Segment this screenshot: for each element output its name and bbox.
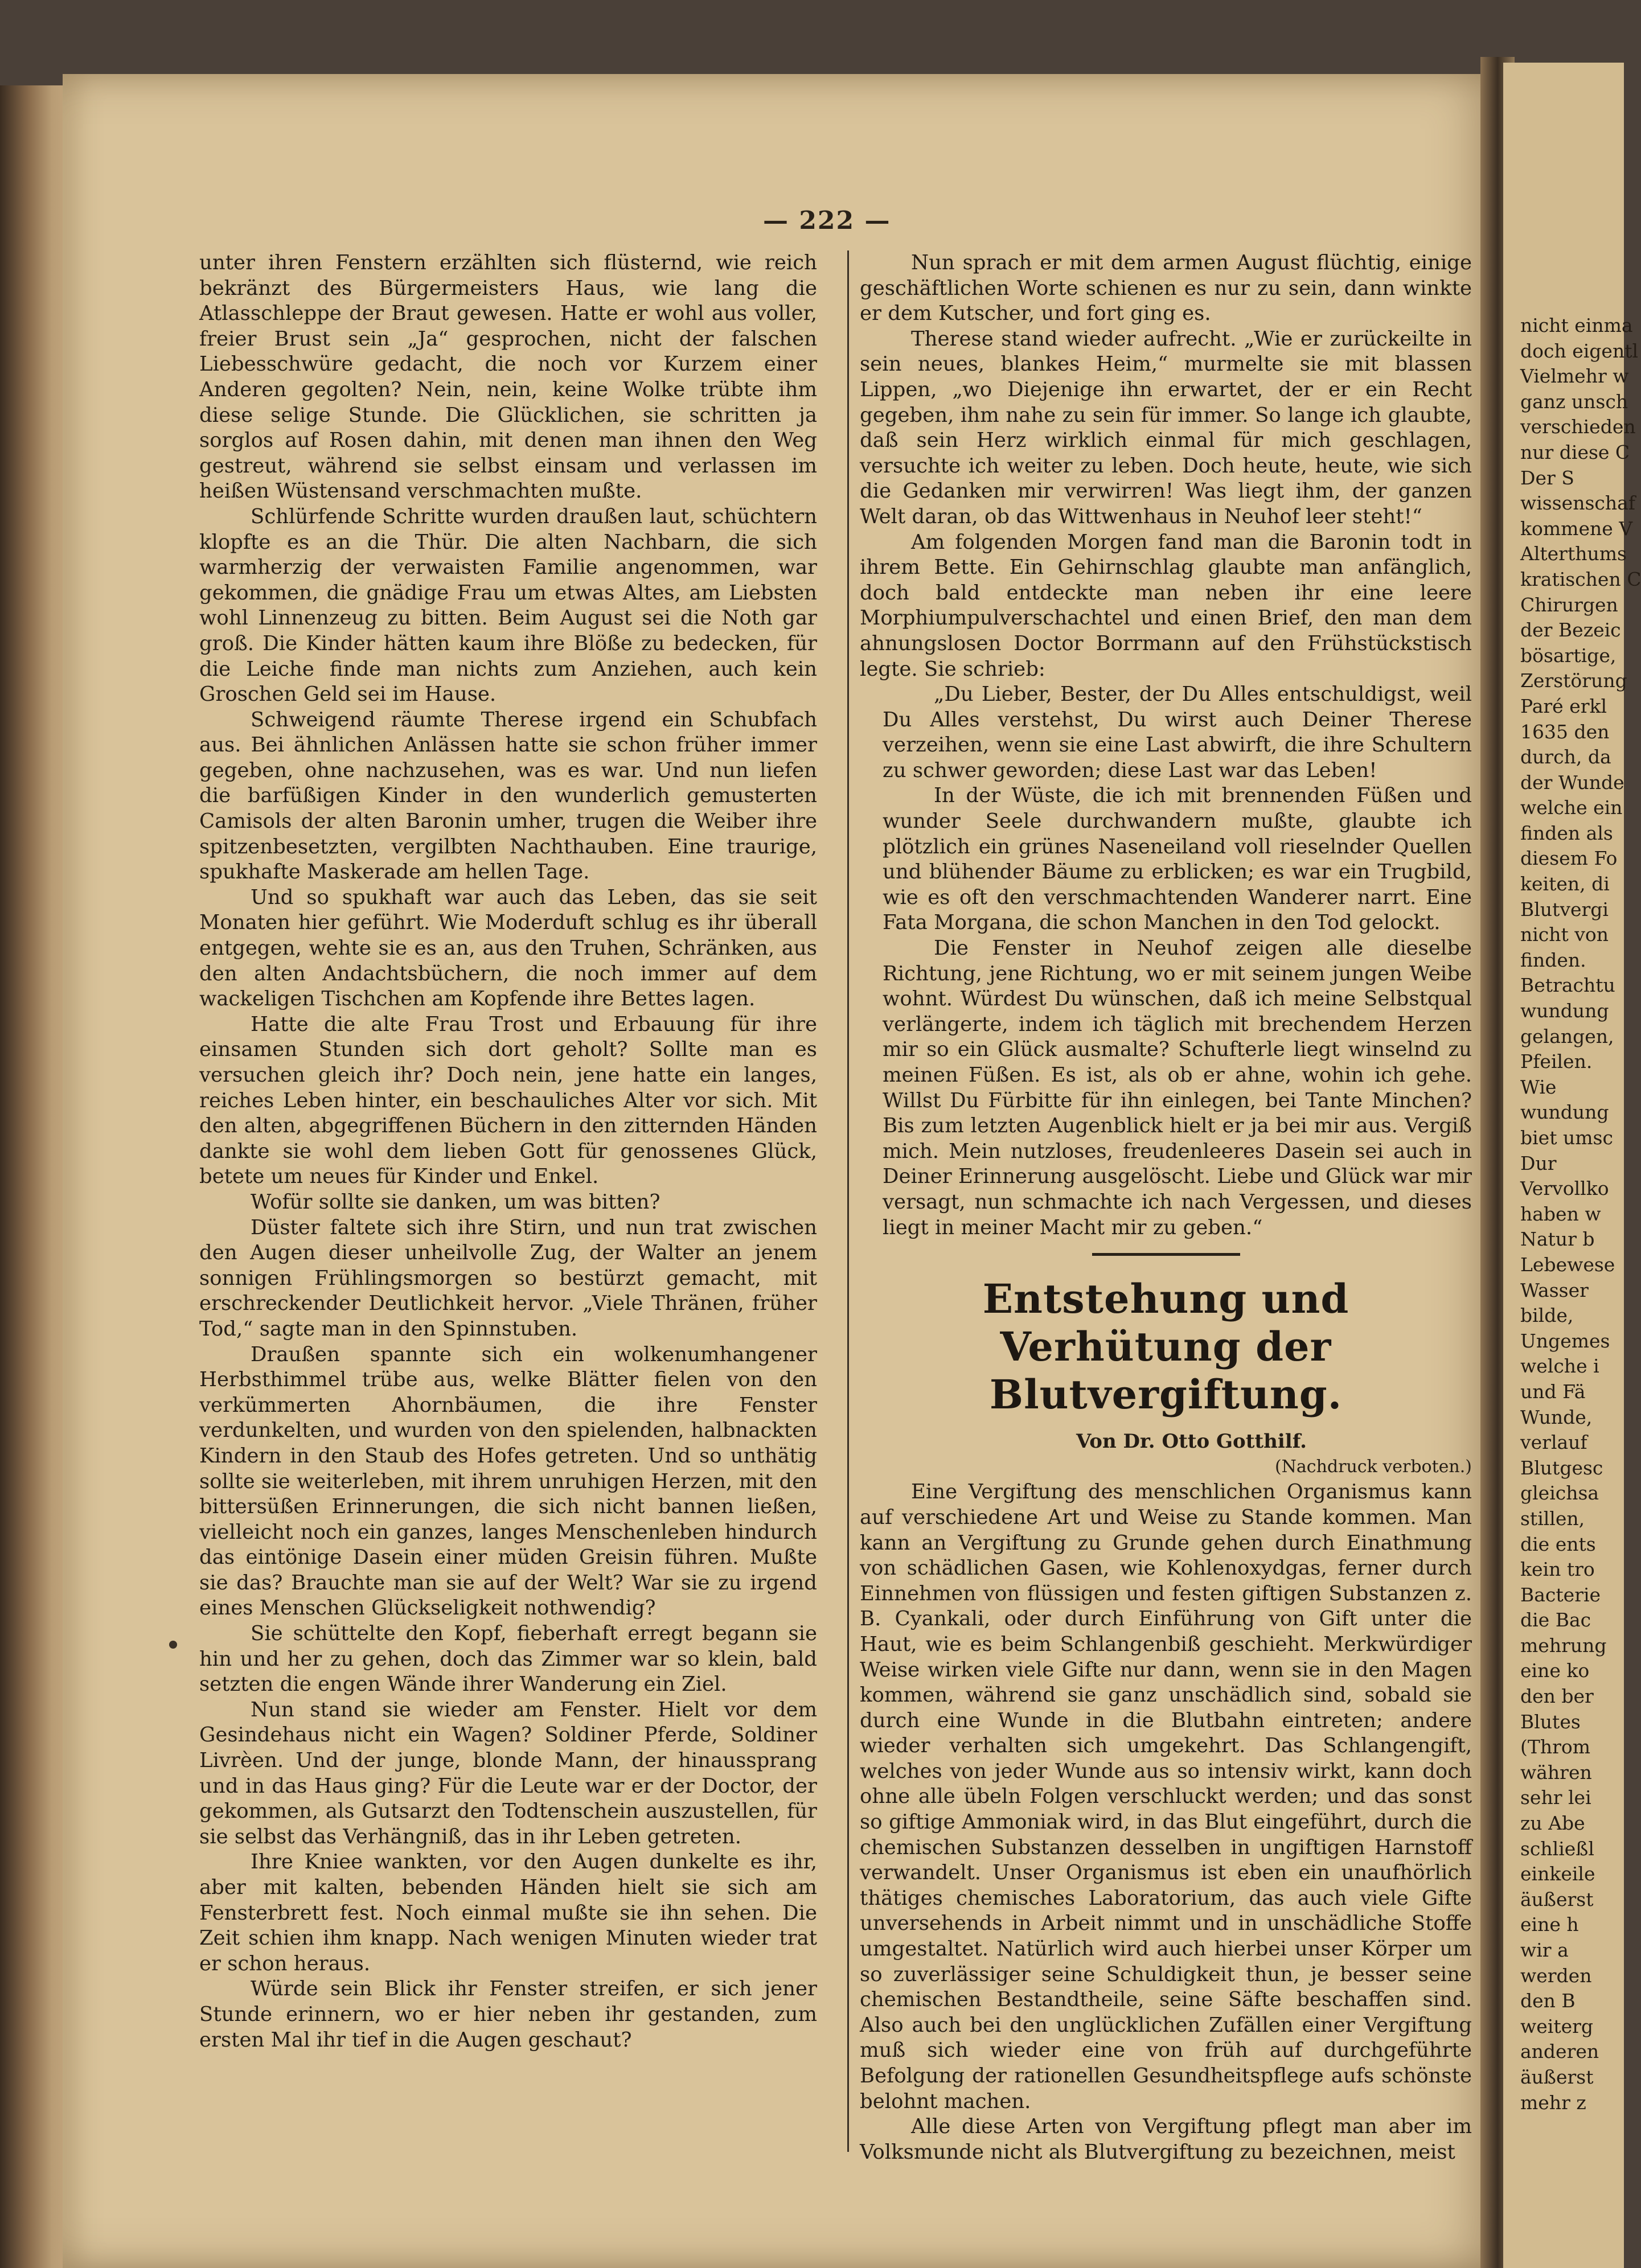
adjacent-page-text (1503, 313, 1641, 2115)
fragment-line: äußerst (1520, 2065, 1594, 2088)
fragment-line: gleichsa (1520, 1482, 1599, 1505)
fragment-line: nur diese C (1520, 441, 1630, 463)
fragment-line: 1635 den (1520, 720, 1610, 743)
fragment-line: Vervollko (1520, 1177, 1609, 1200)
fragment-line: anderen (1520, 2040, 1599, 2063)
fragment-line: Ungemes (1520, 1329, 1610, 1352)
fragment-line: Der S (1520, 466, 1574, 489)
fragment-line: Wie (1520, 1075, 1557, 1098)
fragment-line: und Fä (1520, 1380, 1586, 1403)
fragment-line: der Wunde (1520, 771, 1624, 794)
fragment-line: währen (1520, 1761, 1592, 1784)
fragment-line: den ber (1520, 1685, 1594, 1708)
letter-paragraph: Die Fenster in Neuhof zeigen alle dieselbe Richtung, jene Richtung, wo er mit seinem jungen Weibe wohnt. Würdest Du wünschen, daß ich meine Selbstqual verlängerte, indem ich täglich mit brechendem Herzen mir so ein Glück ausmalte? Schufterle liegt winselnd zu meinen Füßen. Es ist, als ob er ahne, wohin ich gehe. Willst Du Fürbitte für ihn einlegen, bei Tante Minchen? Bis zum letzten Augenblick hielt er ja bei mir aus. Vergiß mich. Mein nutzloses, freudenleeres Dasein sei auch in Deiner Erinnerung ausgelöscht. Liebe und Glück war mir versagt, nun schmachte ich nach Vergessen, und dieses liegt in meiner Macht mir zu geben.“ (883, 936, 1472, 1239)
fragment-line: durch, da (1520, 746, 1611, 769)
letter-paragraph: In der Wüste, die ich mit brennenden Füßen und wunder Seele durchwandern mußte, glaubte ich plötzlich ein grünes Naseneiland voll rieselnder Quellen und blühender Bäume zu erblicken; es war ein Trugbild, wie es oft den verschmachtenden Wanderer narrt. Eine Fata Morgana, die schon Manchen in den Tod gelockt. (883, 784, 1472, 935)
fragment-line: Bacterie (1520, 1583, 1601, 1606)
fragment-line: biet umsc (1520, 1127, 1613, 1149)
fragment-line: äußerst (1520, 1888, 1594, 1910)
fragment-line: Lebewese (1520, 1253, 1615, 1276)
fragment-line: nicht einma (1520, 314, 1633, 336)
fragment-line: finden. (1520, 948, 1586, 971)
fragment-line: kein tro (1520, 1558, 1595, 1581)
letter-text (883, 682, 1472, 1240)
fragment-line: Blutvergi (1520, 898, 1609, 921)
fragment-line: Blutgesc (1520, 1456, 1603, 1479)
fragment-line: wundung (1520, 1000, 1609, 1022)
fragment-line: Blutes (1520, 1710, 1581, 1733)
fragment-line: Betrachtu (1520, 974, 1615, 997)
paragraph: Nun sprach er mit dem armen August flüchtig, einige geschäftlichen Worte schienen es nur zu sein, dann winkte er dem Kutscher, und fort ging es. (860, 251, 1472, 326)
paragraph: Schlürfende Schritte wurden draußen laut, schüchtern klopfte es an die Thür. Die alten Nachbarn, die sich warmherzig der verwaisten Familie angenommen, war gekommen, die gnädige Frau um etwas Altes, am Liebsten wohl Linnenzeug zu bitten. Beim August sei die Noth gar groß. Die Kinder hätten kaum ihre Blöße zu bedecken, für die Leiche finde man nichts zum Anziehen, auch kein Groschen Geld sei im Hause. (199, 504, 817, 706)
fragment-line: mehr z (1520, 2091, 1586, 2114)
fragment-line: werden (1520, 1964, 1592, 1987)
paragraph: Hatte die alte Frau Trost und Erbauung für ihre einsamen Stunden sich dort geholt? Sollte man es versuchen gleich ihr? Doch nein, jene hatte ein langes, reiches Leben hinter, ein beschauliches Alter vor sich. Mit den alten, abgegriffenen Büchern in den zitternden Händen dankte sie wohl dem lieben Gott für genossenes Glück, betete um neues für Kinder und Enkel. (199, 1012, 817, 1189)
paragraph: Und so spukhaft war auch das Leben, das sie seit Monaten hier geführt. Wie Moderduft schlug es ihr überall entgegen, wehte sie es an, aus den Truhen, Schränken, aus den alten Andachtsbüchern, die noch immer auf dem wackeligen Tischchen am Kopfende ihre Bettes lagen. (199, 885, 817, 1011)
article-paragraph: Eine Vergiftung des menschlichen Organismus kann auf verschiedene Art und Weise zu Stande kommen. Man kann an Vergiftung zu Grunde gehen durch Einathmung von schädlichen Gasen, wie Kohlenoxydgas, ferner durch Einnehmen von flüssigen und festen giftigen Substanzen z. B. Cyankali, oder durch Einführung von Gift unter die Haut, wie es beim Schlangenbiß geschieht. Merkwürdiger Weise wirken viele Gifte nur dann, wenn sie in den Magen kommen, während sie ganz unschädlich sind, sobald sie durch eine Wunde in die Blutbahn eintreten; andere wieder verhalten sich umgekehrt. Das Schlangengift, welches von jeder Wunde aus so intensiv wirkt, kann doch ohne alle übeln Folgen verschluckt werden; und das sonst so giftige Ammoniak wird, in das Blut eingeführt, durch die chemischen Substanzen desselben in ungiftigen Harnstoff verwandelt. Unser Organismus ist eben ein unaufhörlich thätiges chemisches Laboratorium, das auch viele Gifte unversehends in Arbeit nimmt und in unschädliche Stoffe umgestaltet. Natürlich wird auch hierbei unser Körper um so zuverlässiger seine Schuldigkeit thun, je besser seine chemischen Bestandtheile, seine Säfte beschaffen sind. Also auch bei den unglücklichen Zufällen einer Vergiftung muß sich wieder eine von früh auf durchgeführte Befolgung der rationellen Gesundheitspflege aufs schönste belohnt machen. (860, 1480, 1472, 2113)
fragment-line: sehr lei (1520, 1786, 1591, 1809)
paragraph: unter ihren Fenstern erzählten sich flüsternd, wie reich bekränzt des Bürgermeisters Haus, wie lang die Atlasschleppe der Braut gewesen. Hatte er wohl aus voller, freier Brust sein „Ja“ gesprochen, nicht der falschen Liebesschwüre gedacht, die noch vor Kurzem einer Anderen gegolten? Nein, nein, keine Wolke trübte ihm diese selige Stunde. Die Glücklichen, sie schritten ja sorglos auf Rosen dahin, mit denen man ihnen den Weg gestreut, während sie selbst einsam und verlassen im heißen Wüstensand verschmachten mußte. (199, 251, 817, 503)
paragraph: Ihre Kniee wankten, vor den Augen dunkelte es ihr, aber mit kalten, bebenden Händen hielt sie sich am Fensterbrett fest. Noch einmal mußte sie ihn sehen. Die Zeit schien ihm knapp. Nach wenigen Minuten wieder trat er schon heraus. (199, 1850, 817, 1975)
paragraph: Würde sein Blick ihr Fenster streifen, er sich jener Stunde erinnern, wo er hier neben ihr gestanden, zum ersten Mal ihr tief in die Augen geschaut? (199, 1977, 817, 2052)
paragraph: Therese stand wieder aufrecht. „Wie er zurückeilte in sein neues, blankes Heim,“ murmelte sie mit blassen Lippen, „wo Diejenige ihn erwartet, der er ein Recht gegeben, ihm nahe zu sein für immer. So lange ich glaubte, daß sein Herz wirklich einmal für mich geschlagen, versuchte ich weiter zu leben. Doch heute, heute, wie sich die Gedanken mir verwirren! Was liegt ihm, der ganzen Welt daran, ob das Wittwenhaus in Neuhof leer steht!“ (860, 327, 1472, 528)
fragment-line: gelangen, (1520, 1025, 1614, 1047)
fragment-line: (Throm (1520, 1736, 1591, 1758)
fragment-line: Dur (1520, 1152, 1557, 1174)
fragment-line: diesem Fo (1520, 847, 1618, 870)
paragraph: Düster faltete sich ihre Stirn, und nun trat zwischen den Augen dieser unheilvolle Zug, der Walter an jenem sonnigen Frühlingsmorgen so bestürzt gemacht, mit erschreckender Deutlichkeit hervor. „Viele Thränen, früher Tod,“ sagte man in den Spinnstuben. (199, 1215, 817, 1341)
adjacent-page-fragment (1503, 63, 1641, 2268)
section-rule (1092, 1253, 1240, 1256)
fragment-line: Wunde, (1520, 1406, 1593, 1428)
fragment-line: weiterg (1520, 2015, 1594, 2037)
fragment-line: welche ein (1520, 796, 1623, 819)
fragment-line: die ents (1520, 1532, 1596, 1555)
page-number: — 222 — (763, 206, 891, 235)
fragment-line: eine ko (1520, 1659, 1590, 1682)
fragment-line: mehrung (1520, 1634, 1607, 1657)
article-body (860, 1480, 1472, 2165)
left-column (199, 250, 817, 2053)
story-continuation (860, 250, 1472, 682)
fragment-line: kommene V (1520, 517, 1633, 540)
fragment-line: einkeile (1520, 1863, 1595, 1885)
fragment-line: Alterthums (1520, 543, 1627, 565)
margin-mark (169, 1641, 177, 1649)
fragment-line: keiten, di (1520, 873, 1610, 895)
right-column (860, 250, 1472, 2165)
fragment-line: bösartige, (1520, 644, 1617, 667)
column-divider (847, 250, 849, 2152)
fragment-line: Wasser (1520, 1279, 1589, 1301)
reprint-notice: (Nachdruck verboten.) (1274, 1456, 1472, 1477)
letter-paragraph: „Du Lieber, Bester, der Du Alles entschuldigst, weil Du Alles verstehst, Du wirst auch Deiner Therese verzeihen, wenn sie eine Last abwirft, die ihre Schultern zu schwer geworden; diese Last war das Leben! (883, 683, 1472, 782)
fragment-line: Zerstörung (1520, 669, 1627, 692)
article-paragraph: Alle diese Arten von Vergiftung pflegt man aber im Volksmunde nicht als Blutvergiftung zu bezeichnen, meist (860, 2115, 1472, 2164)
fragment-line: zu Abe (1520, 1812, 1585, 1835)
fragment-line: eine h (1520, 1913, 1579, 1936)
fragment-line: schließl (1520, 1837, 1594, 1860)
fragment-line: stillen, (1520, 1507, 1585, 1530)
fragment-line: ganz unsch (1520, 390, 1628, 413)
fragment-line: Pfeilen. (1520, 1050, 1593, 1073)
fragment-line: verschieden (1520, 416, 1636, 438)
fragment-line: haben w (1520, 1202, 1601, 1225)
paragraph: Nun stand sie wieder am Fenster. Hielt vor dem Gesindehaus nicht ein Wagen? Soldiner Pferde, Soldiner Livrèen. Und der junge, blonde Mann, der hinaussprang und in das Haus ging? Für die Leute war er der Doctor, der gekommen, als Gutsarzt den Todtenschein auszustellen, für sie selbst das Verhängniß, das in ihr Leben getreten. (199, 1698, 817, 1848)
paragraph: Wofür sollte sie danken, um was bitten? (251, 1190, 660, 1214)
fragment-line: den B (1520, 1990, 1576, 2012)
fragment-line: der Bezeic (1520, 619, 1621, 642)
paragraph: Draußen spannte sich ein wolkenumhangener Herbsthimmel trübe aus, welke Blätter fielen von den verkümmerten Ahornbäumen, die ihre Fenster verdunkelten, und wurden von den spielenden, halbnackten Kindern in den Staub des Hofes getreten. Und so unthätig sollte sie weiterleben, mit ihrem unruhigen Herzen, mit den bittersüßen Erinnerungen, die sich nicht bannen ließen, vielleicht noch ein ganzes, langes Menschenleben hindurch das eintönige Dasein einer müden Greisin führen. Mußte sie das? Brauchte man sie auf der Welt? War sie zu irgend eines Menschen Glückseligkeit nothwendig? (199, 1342, 817, 1620)
fragment-line: welche i (1520, 1355, 1599, 1378)
fragment-line: bilde, (1520, 1304, 1574, 1327)
fragment-line: kratischen C (1520, 568, 1641, 590)
fragment-line: Natur b (1520, 1228, 1595, 1251)
fragment-line: Paré erkl (1520, 695, 1607, 717)
article-byline: Von Dr. Otto Gotthilf. (1076, 1430, 1307, 1453)
fragment-line: wundung (1520, 1101, 1609, 1124)
fragment-line: wissenschaf (1520, 492, 1636, 515)
fragment-line: verlauf (1520, 1431, 1587, 1454)
fragment-line: Vielmehr w (1520, 365, 1629, 388)
fragment-line: finden als (1520, 821, 1613, 844)
fragment-line: Chirurgen (1520, 593, 1618, 616)
fragment-line: doch eigentl (1520, 339, 1639, 362)
paragraph: Am folgenden Morgen fand man die Baronin todt in ihrem Bette. Ein Gehirnschlag glaubte man anfänglich, doch bald entdeckte man neben ihr eine leere Morphiumpulverschachtel und einen Brief, den man dem ahnungslosen Doctor Borrmann auf den Frühstückstisch legte. Sie schrieb: (860, 530, 1472, 681)
fragment-line: wir a (1520, 1939, 1569, 1961)
paragraph: Schweigend räumte Therese irgend ein Schubfach aus. Bei ähnlichen Anlässen hatte sie schon früher immer gegeben, ohne nachzusehen, was es war. Und nun liefen die barfüßigen Kinder in den wunderlich gemusterten Camisols der alten Baronin umher, trugen die Weiber ihre spitzenbesetzten, vergilbten Nachthauben. Eine traurige, spukhafte Maskerade am hellen Tage. (199, 708, 817, 884)
fragment-line: nicht von (1520, 923, 1609, 946)
paragraph: Sie schüttelte den Kopf, fieberhaft erregt begann sie hin und her zu gehen, doch das Zimmer war so klein, bald setzten die engen Wände ihrer Wanderung ein Ziel. (199, 1622, 817, 1696)
article-title: Entstehung und Verhütung der Blutvergiftung. (982, 1275, 1349, 1419)
fragment-line: die Bac (1520, 1609, 1591, 1632)
